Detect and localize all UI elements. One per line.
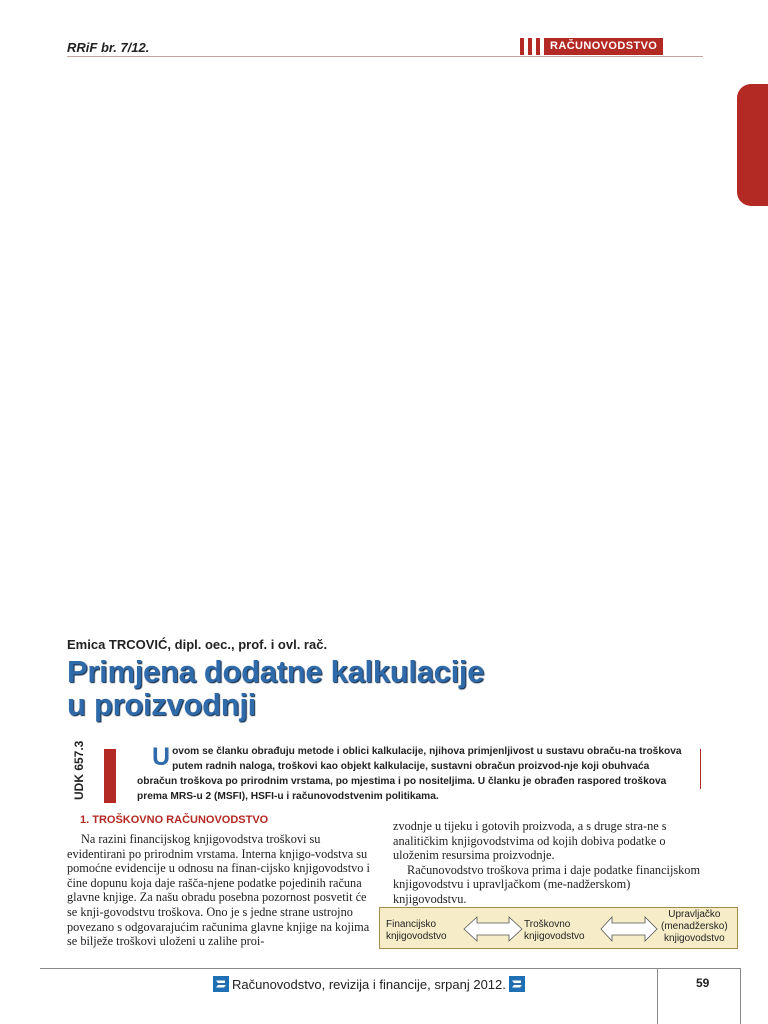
- accounting-flow-diagram: [379, 907, 738, 949]
- header-divider: [67, 56, 703, 57]
- diagram-text: knjigovodstvo: [386, 931, 447, 942]
- footer-journal-title: Računovodstvo, revizija i financije, srpanj 2012.: [232, 976, 506, 992]
- title-line-1: Primjena dodatne kalkulacije: [67, 654, 485, 689]
- diagram-text: knjigovodstvo: [664, 933, 725, 944]
- body-paragraph: zvodnje u tijeku i gotovih proizvoda, a s druge stra-ne s analitičkim knjigovodstvima od kojih dobiva podatke o uloženim resursima proizvodnje.: [393, 819, 667, 863]
- title-line-2: u proizvodnji: [67, 687, 256, 722]
- diagram-text: Troškovno: [524, 919, 571, 930]
- rrif-logo-icon: [509, 976, 525, 992]
- abstract-rule: [700, 749, 701, 789]
- journal-issue-ref: RRiF br. 7/12.: [67, 40, 150, 55]
- footer-vrule: [740, 968, 741, 1024]
- diagram-box-cost: [524, 919, 585, 943]
- diagram-text: knjigovodstvo: [524, 931, 585, 942]
- section-heading: 1. TROŠKOVNO RAČUNOVODSTVO: [80, 814, 269, 826]
- diagram-text: (menadžersko): [661, 921, 728, 932]
- diagram-box-financial: [386, 919, 447, 943]
- author-line: Emica TRCOVIĆ, dipl. oec., prof. i ovl. rač.: [67, 637, 328, 652]
- footer-divider: [40, 968, 740, 969]
- section-label: RAČUNOVODSTVO: [544, 38, 663, 55]
- udk-code: UDK 657.3: [72, 740, 86, 800]
- section-tag: [520, 38, 663, 55]
- article-title: [67, 655, 627, 721]
- abstract-accent-bar: [104, 749, 116, 803]
- diagram-box-management: [661, 909, 728, 945]
- column-left: [67, 832, 375, 949]
- footer-vrule: [657, 968, 658, 1024]
- column-right: [393, 819, 701, 907]
- diagram-text: Upravljačko: [668, 909, 721, 920]
- footer: [213, 975, 525, 993]
- page-number: 59: [696, 976, 710, 990]
- body-paragraph: Računovodstvo troškova prima i daje podatke financijskom knjigovodstvu i upravljačkom (me-nadžerskom) knjigovodstvu.: [393, 862, 701, 906]
- rrif-logo-icon: [213, 976, 229, 992]
- abstract-text: ovom se članku obrađuju metode i oblici kalkulacije, njihova primjenljivost u sustavu obraču-na troškova putem radnih naloga, troškovi kao objekt kalkulacije, sustavni obračun proizvod-nje koji obuhvaća obračun troškova po prirodnim vrstama, po mjestima i po nositeljima. U članku je obrađen raspored troškova prema MRS-u 2 (MSFI), HSFI-u i računovodstvenim politikama.: [137, 746, 682, 802]
- tag-stripe: [528, 38, 532, 55]
- abstract: [137, 744, 685, 804]
- side-thumb-tab: [737, 84, 768, 206]
- tag-stripe: [520, 38, 524, 55]
- body-paragraph: Na razini financijskog knjigovodstva troškovi su evidentirani po prirodnim vrstama. Interna knjigo-vodstva su pomoćne evidencije u odnosu na finan-cijsko knjigovodstvo i čine dopunu koja daje rašča-njene podatke pojedinih računa glavne knjige. Za našu obradu posebna pozornost posvetit će se knji-govodstvu troškova. Ono je s jedne strane ustrojno povezano s odgovarajućim računima glavne knjige na kojima se bilježe troškovi uloženi u zalihe proi-: [67, 832, 370, 949]
- tag-stripe: [536, 38, 540, 55]
- drop-cap: U: [152, 743, 171, 771]
- diagram-text: Financijsko: [386, 919, 437, 930]
